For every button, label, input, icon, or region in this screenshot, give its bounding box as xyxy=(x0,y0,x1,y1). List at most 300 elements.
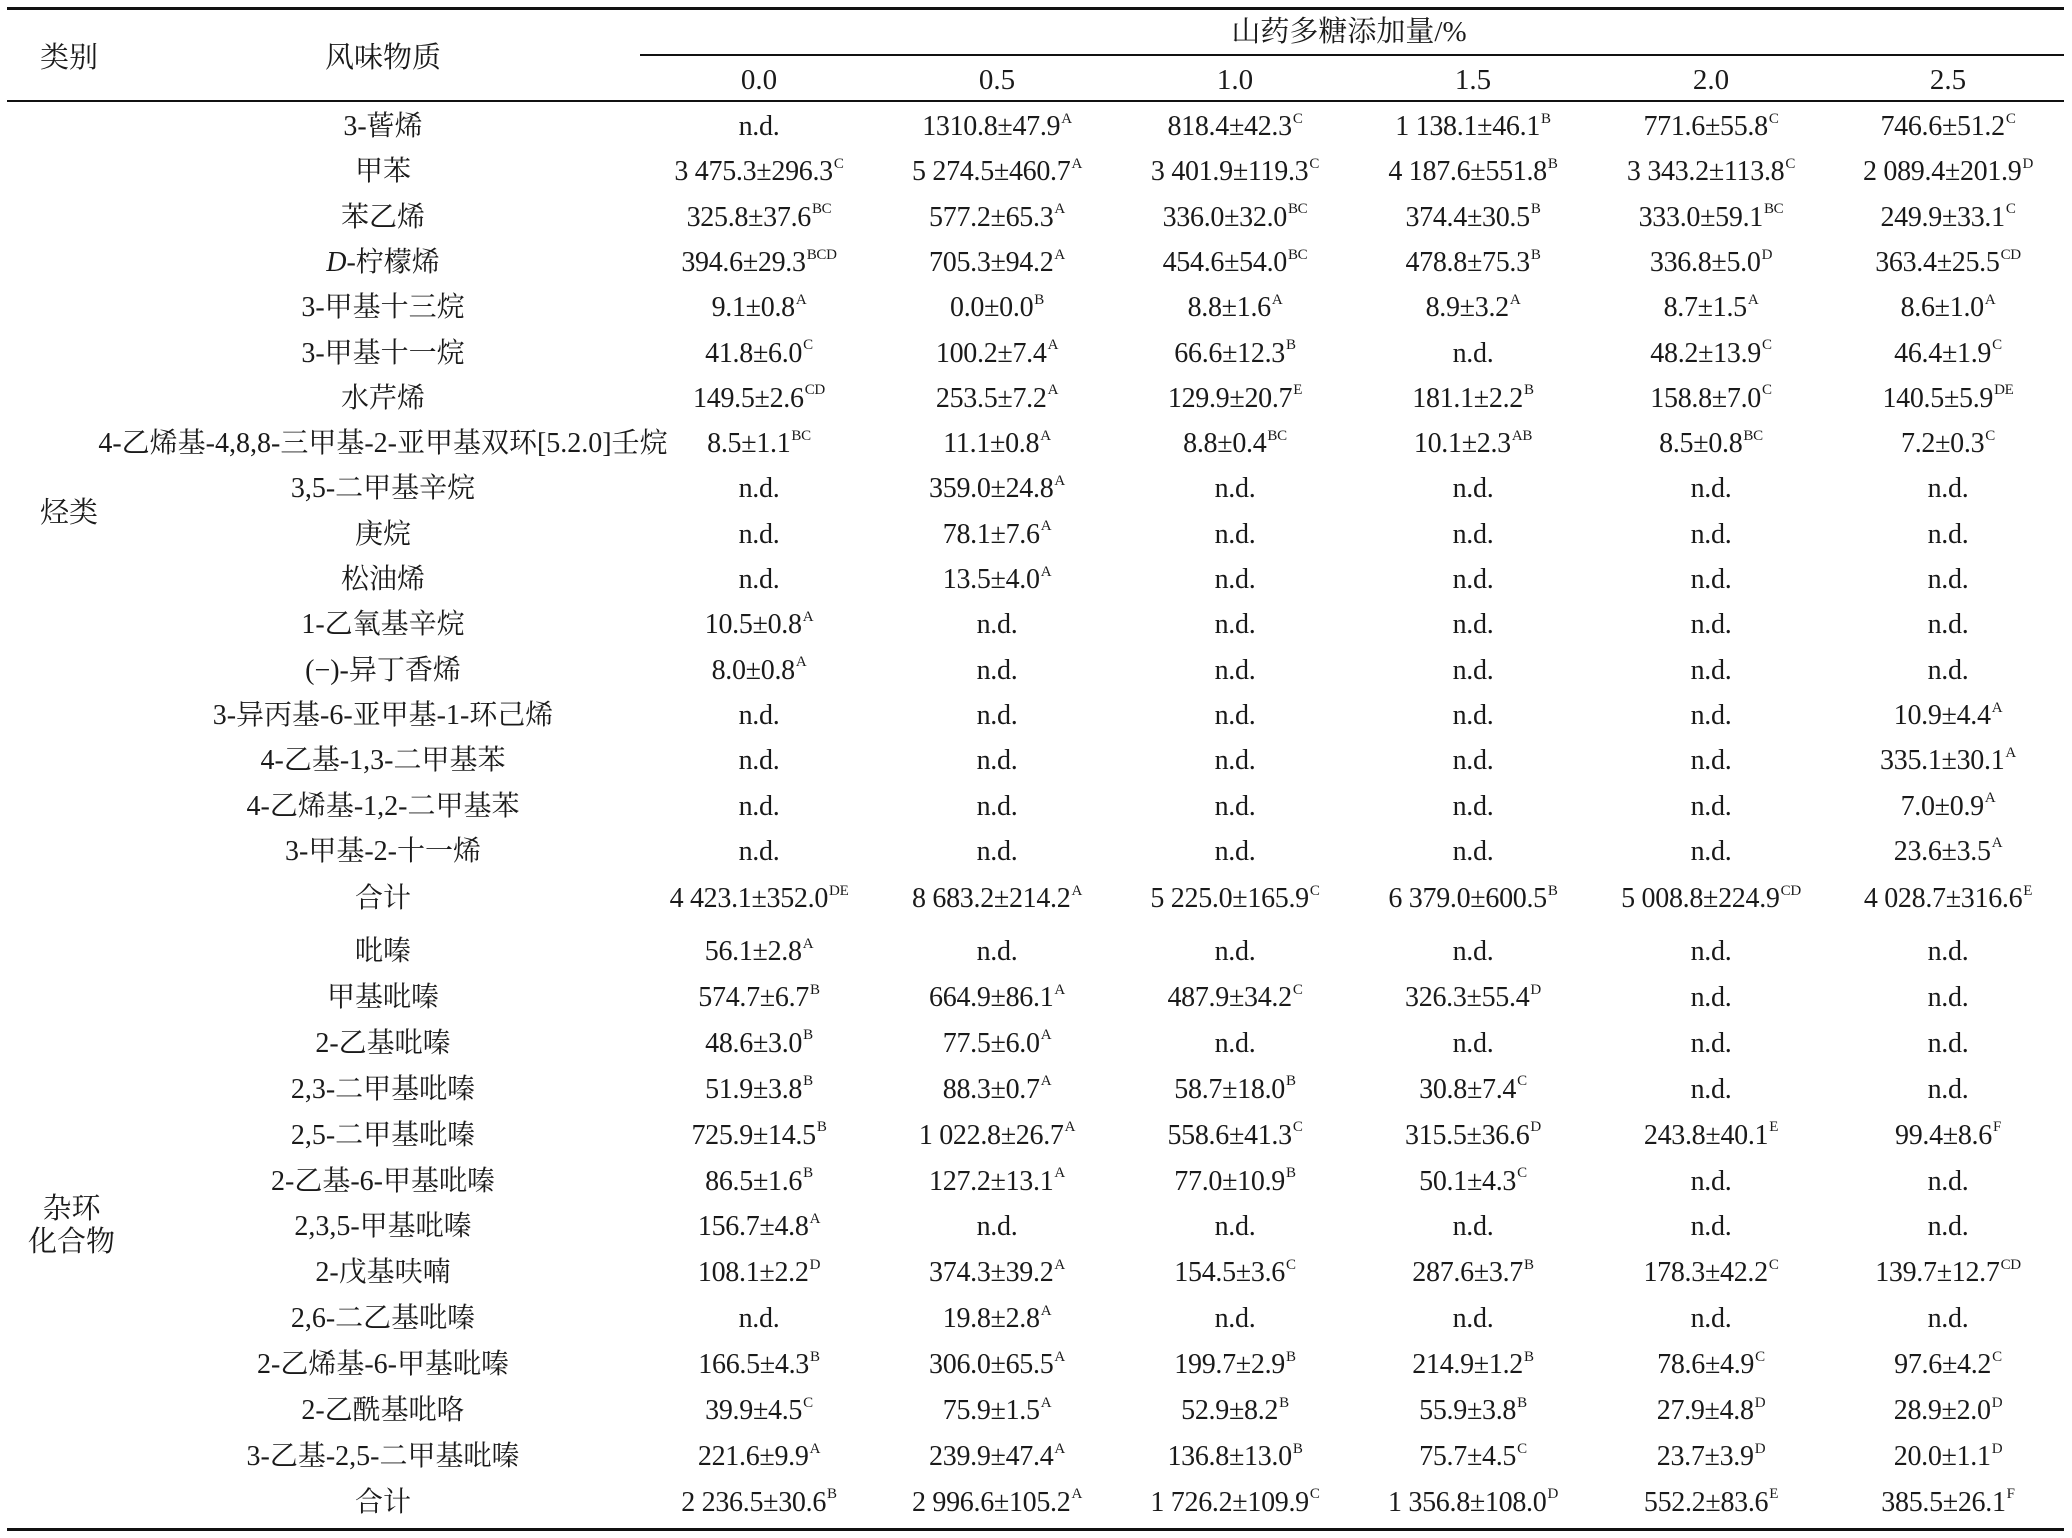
bottom-rule xyxy=(7,1528,2064,1531)
value-text: n.d. xyxy=(1452,1303,1494,1335)
significance-letter: C xyxy=(1309,882,1320,899)
value-text: 8.5±0.8 xyxy=(1659,428,1743,460)
value-cell xyxy=(1691,566,1732,594)
category-label: 烃类 xyxy=(40,497,99,529)
significance-letter: B xyxy=(1517,1394,1527,1411)
value-text: n.d. xyxy=(976,745,1018,777)
value-text: 52.9±8.2 xyxy=(1181,1395,1279,1426)
significance-letter: B xyxy=(809,981,820,998)
value-cell xyxy=(1882,382,2014,414)
value-text: 8.0±0.8 xyxy=(711,654,795,686)
value-text: 97.6±4.2 xyxy=(1894,1349,1992,1381)
significance-letter: B xyxy=(1523,1348,1534,1365)
value-text: 39.9±4.5 xyxy=(705,1395,803,1426)
value-cell xyxy=(943,427,1051,460)
value-cell xyxy=(1452,1027,1494,1059)
value-text: 577.2±65.3 xyxy=(929,201,1054,233)
header-level: 1.5 xyxy=(1454,64,1492,96)
significance-letter: B xyxy=(803,1165,813,1182)
significance-letter: DE xyxy=(829,882,849,899)
significance-letter: A xyxy=(1984,291,1996,308)
value-text: n.d. xyxy=(1452,1211,1494,1243)
significance-letter: A xyxy=(1040,518,1052,535)
value-text: n.d. xyxy=(1452,936,1494,967)
significance-letter: A xyxy=(1054,246,1065,263)
value-text: 3 401.9±119.3 xyxy=(1150,156,1309,188)
value-cell xyxy=(1928,566,1969,594)
value-cell xyxy=(1691,475,1732,503)
value-cell xyxy=(1167,1440,1303,1472)
significance-letter: C xyxy=(1292,1119,1303,1136)
value-text: 86.5±1.6 xyxy=(705,1165,803,1197)
value-text: n.d. xyxy=(1214,473,1256,505)
value-text: 1 356.8±108.0 xyxy=(1387,1486,1547,1518)
value-text: 374.4±30.5 xyxy=(1405,201,1530,233)
value-text: 336.8±5.0 xyxy=(1649,246,1761,278)
significance-letter: C xyxy=(1992,1348,2002,1365)
significance-letter: B xyxy=(1541,110,1551,127)
value-text: n.d. xyxy=(976,835,1018,867)
significance-letter: A xyxy=(1991,699,2003,716)
value-cell xyxy=(1690,1027,1732,1059)
header-level: 0.0 xyxy=(740,64,778,96)
substance-name: 2,6-二乙基吡嗪 xyxy=(290,1303,476,1335)
value-cell xyxy=(1453,475,1494,503)
value-cell xyxy=(1894,1119,2002,1151)
value-text: 558.6±41.3 xyxy=(1167,1119,1292,1151)
value-text: 78.1±7.6 xyxy=(942,518,1040,550)
value-text: n.d. xyxy=(1927,936,1969,967)
value-cell xyxy=(681,246,837,278)
value-text: 221.6±9.9 xyxy=(697,1440,809,1472)
value-text: 3 343.2±113.8 xyxy=(1626,156,1785,188)
value-cell xyxy=(697,1256,821,1289)
value-text: 306.0±65.5 xyxy=(929,1349,1054,1381)
substance-name: 2-乙基吡嗪 xyxy=(315,1027,451,1059)
value-cell xyxy=(1187,291,1283,324)
value-text: n.d. xyxy=(1927,1165,1969,1197)
significance-letter: D xyxy=(809,1256,821,1273)
value-cell xyxy=(1657,1348,1765,1381)
value-cell xyxy=(711,291,807,324)
value-text: n.d. xyxy=(1214,518,1256,550)
value-text: 129.9±20.7 xyxy=(1167,382,1293,414)
value-cell xyxy=(705,1073,813,1105)
value-cell xyxy=(705,1165,813,1197)
significance-letter: A xyxy=(1040,1394,1052,1411)
value-cell xyxy=(1452,654,1494,686)
value-text: n.d. xyxy=(1927,564,1969,595)
significance-letter: C xyxy=(1985,427,1995,444)
value-cell xyxy=(942,1302,1052,1335)
value-cell xyxy=(935,382,1059,414)
value-cell xyxy=(738,699,780,731)
value-cell xyxy=(1927,981,1969,1013)
value-cell xyxy=(1863,882,2033,915)
header-level: 2.0 xyxy=(1692,64,1730,96)
value-cell xyxy=(1901,427,1995,460)
significance-letter: A xyxy=(1071,155,1083,172)
significance-letter: B xyxy=(1523,382,1534,399)
value-cell xyxy=(1928,475,1969,503)
value-cell xyxy=(1174,337,1296,369)
value-cell xyxy=(911,882,1083,915)
significance-letter: C xyxy=(2005,201,2016,218)
category-label: 杂环 化合物 xyxy=(28,1193,116,1258)
value-text: n.d. xyxy=(1214,1211,1256,1243)
substance-name: 3,5-二甲基辛烷 xyxy=(290,473,476,505)
value-text: 139.7±12.7 xyxy=(1875,1257,2000,1289)
value-cell xyxy=(1928,1305,1969,1333)
significance-letter: C xyxy=(1768,110,1779,127)
value-cell xyxy=(1183,427,1287,460)
value-text: n.d. xyxy=(1452,835,1494,867)
value-cell xyxy=(674,155,844,188)
value-text: n.d. xyxy=(976,654,1018,686)
value-cell xyxy=(1162,201,1308,233)
value-text: 5 225.0±165.9 xyxy=(1150,883,1309,915)
value-cell xyxy=(1419,1394,1527,1426)
value-text: 50.1±4.3 xyxy=(1419,1165,1517,1197)
value-cell xyxy=(1405,1119,1541,1151)
value-text: 326.3±55.4 xyxy=(1405,981,1530,1013)
substance-name: 2,3-二甲基吡嗪 xyxy=(290,1073,476,1105)
significance-letter: F xyxy=(1992,1119,2002,1136)
value-cell xyxy=(977,611,1018,639)
value-cell xyxy=(929,475,1065,503)
value-text: 3 475.3±296.3 xyxy=(674,156,833,188)
value-text: 23.7±3.9 xyxy=(1656,1440,1754,1472)
value-text: 5 274.5±460.7 xyxy=(911,156,1071,188)
value-cell xyxy=(1214,1027,1256,1059)
value-text: 487.9±34.2 xyxy=(1167,981,1292,1013)
value-cell xyxy=(1215,1213,1256,1241)
significance-letter: B xyxy=(803,1073,813,1090)
value-text: 315.5±36.6 xyxy=(1405,1119,1530,1151)
value-cell xyxy=(1893,699,2003,731)
value-text: 1310.8±47.9 xyxy=(922,111,1061,142)
significance-letter: A xyxy=(1061,110,1072,127)
substance-name: 甲基吡嗪 xyxy=(326,981,440,1013)
value-text: 6 379.0±600.5 xyxy=(1388,883,1547,915)
value-cell xyxy=(1405,246,1541,278)
value-cell xyxy=(698,1213,820,1241)
significance-letter: B xyxy=(1285,1165,1296,1182)
value-text: 77.0±10.9 xyxy=(1174,1165,1285,1197)
value-text: n.d. xyxy=(1690,699,1732,731)
value-cell xyxy=(1453,1305,1494,1333)
value-text: 8.9±3.2 xyxy=(1425,292,1509,324)
value-text: n.d. xyxy=(1214,699,1256,731)
value-cell xyxy=(1150,155,1320,188)
value-cell xyxy=(1875,246,2021,278)
value-cell xyxy=(1167,1119,1303,1151)
significance-letter: E xyxy=(1769,1486,1779,1503)
significance-letter: BC xyxy=(1287,246,1308,263)
header-level: 0.5 xyxy=(978,64,1016,96)
value-text: 363.4±25.5 xyxy=(1875,246,2000,278)
value-cell xyxy=(929,201,1065,233)
significance-letter: A xyxy=(1054,1440,1065,1457)
value-cell xyxy=(1893,835,2003,867)
value-text: n.d. xyxy=(1927,609,1969,641)
value-cell xyxy=(1453,938,1494,966)
value-text: n.d. xyxy=(1452,564,1494,595)
value-cell xyxy=(1214,835,1256,867)
value-text: n.d. xyxy=(1452,745,1494,777)
value-cell xyxy=(1690,790,1732,822)
value-text: 48.2±13.9 xyxy=(1650,337,1761,369)
significance-letter: B xyxy=(1285,1073,1296,1090)
value-text: n.d. xyxy=(1690,564,1732,595)
value-cell xyxy=(1893,1440,2003,1472)
value-text: n.d. xyxy=(976,699,1018,731)
significance-letter: B xyxy=(1547,882,1558,899)
significance-letter: E xyxy=(2023,882,2033,899)
significance-letter: C xyxy=(1768,1256,1779,1273)
value-cell xyxy=(704,935,814,967)
value-cell xyxy=(707,427,811,460)
significance-letter: BC xyxy=(791,427,811,444)
value-cell xyxy=(1638,201,1784,233)
value-text: 5 008.8±224.9 xyxy=(1621,883,1780,915)
value-cell xyxy=(911,1486,1083,1518)
value-text: 818.4±42.3 xyxy=(1167,111,1292,142)
significance-letter: B xyxy=(1285,1348,1296,1365)
value-text: 20.0±1.1 xyxy=(1893,1440,1991,1472)
value-cell xyxy=(1388,882,1558,915)
significance-letter: B xyxy=(803,1027,813,1044)
value-cell xyxy=(738,790,780,822)
value-cell xyxy=(698,981,820,1013)
value-cell xyxy=(1413,427,1533,460)
significance-letter: C xyxy=(1755,1348,1765,1365)
value-cell xyxy=(1875,1256,2021,1289)
value-cell xyxy=(739,113,780,141)
value-cell xyxy=(929,1440,1065,1472)
value-text: 287.6±3.7 xyxy=(1412,1257,1523,1289)
value-cell xyxy=(1214,654,1256,686)
significance-letter: A xyxy=(1040,1027,1052,1044)
value-text: n.d. xyxy=(1927,1303,1969,1335)
significance-letter: B xyxy=(1034,291,1044,308)
value-cell xyxy=(697,1440,821,1472)
value-text: 156.7±4.8 xyxy=(697,1211,809,1243)
significance-letter: CD xyxy=(2000,246,2021,263)
value-cell xyxy=(1928,938,1969,966)
significance-letter: C xyxy=(1517,1440,1527,1457)
significance-letter: A xyxy=(1984,790,1996,807)
value-cell xyxy=(942,1394,1052,1426)
value-cell xyxy=(1419,1073,1527,1105)
value-text: 2 236.5±30.6 xyxy=(681,1486,827,1518)
value-text: 158.8±7.0 xyxy=(1650,382,1761,414)
value-cell xyxy=(1419,1440,1527,1472)
value-cell xyxy=(1412,1348,1534,1381)
significance-letter: C xyxy=(1292,110,1303,127)
significance-letter: A xyxy=(1271,291,1283,308)
substance-name: 3-甲基十一烷 xyxy=(301,337,465,369)
significance-letter: A xyxy=(1509,291,1521,308)
significance-letter: A xyxy=(1071,1486,1083,1503)
value-text: n.d. xyxy=(1927,1211,1969,1243)
header-level: 1.0 xyxy=(1216,64,1254,96)
value-cell xyxy=(1387,1486,1559,1518)
value-cell xyxy=(929,1348,1065,1381)
value-text: 30.8±7.4 xyxy=(1419,1073,1517,1105)
value-cell xyxy=(942,1027,1052,1059)
value-cell xyxy=(1643,1119,1779,1151)
value-text: n.d. xyxy=(1214,835,1256,867)
significance-letter: A xyxy=(809,1211,821,1228)
significance-letter: D xyxy=(1991,1394,2003,1411)
value-text: n.d. xyxy=(1690,936,1732,967)
value-text: n.d. xyxy=(738,564,780,595)
value-cell xyxy=(1894,337,2002,369)
substance-name: 4-乙烯基-1,2-二甲基苯 xyxy=(246,790,520,822)
value-text: 2 089.4±201.9 xyxy=(1862,156,2022,188)
value-text: 374.3±39.2 xyxy=(929,1257,1054,1289)
value-cell xyxy=(1453,1213,1494,1241)
significance-letter: B xyxy=(809,1348,820,1365)
significance-letter: A xyxy=(1054,473,1065,490)
value-cell xyxy=(1167,981,1303,1013)
value-cell xyxy=(1174,1073,1296,1105)
value-text: 10.1±2.3 xyxy=(1413,428,1511,460)
value-text: 23.6±3.5 xyxy=(1893,835,1991,867)
value-text: 10.9±4.4 xyxy=(1893,699,1991,731)
value-text: n.d. xyxy=(738,111,780,142)
value-cell xyxy=(1893,1394,2003,1426)
value-cell xyxy=(977,1213,1018,1241)
value-cell xyxy=(1214,699,1256,731)
value-text: 771.6±55.8 xyxy=(1643,111,1768,142)
value-text: 4 187.6±551.8 xyxy=(1388,156,1547,188)
value-text: 394.6±29.3 xyxy=(681,246,806,278)
value-text: 359.0±24.8 xyxy=(929,473,1054,505)
significance-letter: A xyxy=(802,608,814,625)
significance-letter: A xyxy=(1054,1256,1065,1273)
value-text: 19.8±2.8 xyxy=(942,1303,1040,1335)
value-text: 13.5±4.0 xyxy=(942,564,1040,595)
value-cell xyxy=(1650,337,1772,369)
value-cell xyxy=(1215,566,1256,594)
significance-letter: B xyxy=(816,1119,827,1136)
value-text: 127.2±13.1 xyxy=(929,1165,1054,1197)
value-cell xyxy=(1452,518,1494,550)
value-cell xyxy=(1452,699,1494,731)
significance-letter: C xyxy=(1292,981,1303,998)
substance-name: 2-乙酰基吡咯 xyxy=(301,1395,465,1426)
header-category: 类别 xyxy=(40,42,99,74)
value-cell xyxy=(1150,1486,1320,1518)
significance-letter: A xyxy=(1054,201,1065,218)
value-text: n.d. xyxy=(1214,609,1256,641)
value-cell xyxy=(1395,110,1551,142)
value-cell xyxy=(1167,110,1303,142)
value-cell xyxy=(1663,291,1759,324)
significance-letter: C xyxy=(1309,1486,1320,1503)
value-cell xyxy=(1690,981,1732,1013)
value-text: 99.4±8.6 xyxy=(1894,1119,1992,1151)
value-cell xyxy=(1452,337,1494,369)
significance-letter: A xyxy=(1040,1073,1052,1090)
significance-letter: A xyxy=(1747,291,1759,308)
value-text: 58.7±18.0 xyxy=(1174,1073,1285,1105)
significance-letter: A xyxy=(795,291,807,308)
significance-letter: CD xyxy=(1780,882,1801,899)
significance-letter: B xyxy=(1285,337,1296,354)
value-cell xyxy=(669,882,849,915)
value-text: 27.9±4.8 xyxy=(1656,1395,1754,1426)
value-cell xyxy=(705,1394,813,1426)
significance-letter: C xyxy=(1285,1256,1296,1273)
value-cell xyxy=(976,654,1018,686)
value-cell xyxy=(1214,518,1256,550)
significance-letter: B xyxy=(1530,201,1541,218)
value-cell xyxy=(1894,1348,2002,1381)
value-text: n.d. xyxy=(976,1211,1018,1243)
value-text: n.d. xyxy=(738,473,780,505)
significance-letter: A xyxy=(1064,1119,1076,1136)
value-text: 55.9±3.8 xyxy=(1419,1395,1517,1426)
value-cell xyxy=(739,1305,780,1333)
value-cell xyxy=(977,938,1018,966)
header-substance: 风味物质 xyxy=(324,42,442,74)
value-text: 249.9±33.1 xyxy=(1880,201,2005,233)
value-text: n.d. xyxy=(1214,654,1256,686)
top-rule xyxy=(7,7,2064,10)
value-cell xyxy=(1881,1486,2015,1518)
value-text: 10.5±0.8 xyxy=(704,609,802,641)
value-cell xyxy=(693,382,825,414)
significance-letter: A xyxy=(1040,427,1051,444)
value-text: 574.7±6.7 xyxy=(698,981,809,1013)
significance-letter: E xyxy=(1769,1119,1779,1136)
value-cell xyxy=(976,790,1018,822)
value-cell xyxy=(1900,790,1996,822)
value-cell xyxy=(942,1073,1052,1105)
value-cell xyxy=(698,1348,820,1381)
value-text: n.d. xyxy=(976,936,1018,967)
value-text: 4 423.1±352.0 xyxy=(669,883,829,915)
value-cell xyxy=(929,246,1065,278)
value-cell xyxy=(1453,566,1494,594)
substance-name: (−)-异丁香烯 xyxy=(305,654,461,686)
value-text: n.d. xyxy=(1690,609,1732,641)
value-text: 336.0±32.0 xyxy=(1162,201,1287,233)
value-cell xyxy=(1162,246,1308,278)
value-cell xyxy=(1691,1305,1732,1333)
value-cell xyxy=(1412,382,1534,414)
value-cell xyxy=(1650,382,1772,414)
value-cell xyxy=(704,608,814,641)
value-cell xyxy=(1388,155,1558,188)
value-cell xyxy=(1927,654,1969,686)
value-cell xyxy=(1174,1256,1296,1289)
significance-letter: A xyxy=(1054,1348,1065,1365)
significance-letter: BC xyxy=(1763,201,1784,218)
significance-letter: C xyxy=(803,337,813,354)
value-text: n.d. xyxy=(1452,473,1494,505)
value-text: n.d. xyxy=(738,790,780,822)
significance-letter: D xyxy=(1530,981,1541,998)
value-cell xyxy=(1405,981,1541,1013)
value-text: 140.5±5.9 xyxy=(1882,382,1994,414)
significance-letter: B xyxy=(827,1486,837,1503)
substance-name: 庚烷 xyxy=(354,518,412,550)
value-cell xyxy=(1690,835,1732,867)
